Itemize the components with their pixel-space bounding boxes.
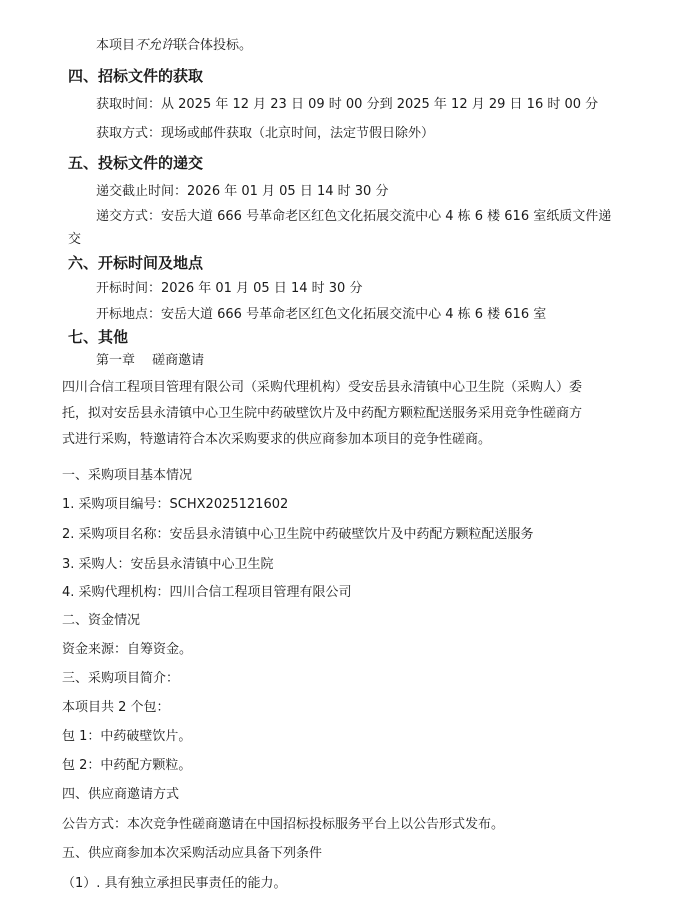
- section-4-heading: 四、招标文件的获取: [68, 67, 204, 85]
- package-2: 包 2：中药配方颗粒。: [62, 758, 192, 773]
- purchaser: 3. 采购人：安岳县永清镇中心卫生院: [62, 557, 274, 572]
- package-1: 包 1：中药破壁饮片。: [62, 729, 192, 744]
- submission-deadline: 递交截止时间：2026 年 01 月 05 日 14 时 30 分: [96, 184, 389, 199]
- project-name: 2. 采购项目名称：安岳县永清镇中心卫生院中药破壁饮片及中药配方颗粒配送服务: [62, 527, 534, 542]
- submission-method-line1: 递交方式：安岳大道 666 号革命老区红色文化拓展交流中心 4 栋 6 楼 616 室纸质文件递: [96, 209, 612, 224]
- section-7-heading: 七、其他: [68, 328, 129, 346]
- opening-time: 开标时间：2026 年 01 月 05 日 14 时 30 分: [96, 281, 363, 296]
- chapter-title: 第一章 磋商邀请: [96, 353, 205, 368]
- invitation-intro-line1: 四川合信工程项目管理有限公司（采购代理机构）受安岳县永清镇中心卫生院（采购人）委: [62, 380, 583, 395]
- consortium-text-emphasis: 不允许: [135, 38, 175, 53]
- project-number: 1. 采购项目编号：SCHX2025121602: [62, 497, 289, 512]
- invitation-method-heading: 四、供应商邀请方式: [62, 787, 180, 802]
- package-count: 本项目共 2 个包：: [62, 700, 170, 715]
- consortium-text-post: 联合体投标。: [174, 38, 253, 53]
- condition-1: （1）. 具有独立承担民事责任的能力。: [62, 876, 287, 891]
- consortium-text-pre: 本项目: [96, 38, 136, 53]
- fund-heading: 二、资金情况: [62, 613, 141, 628]
- section-6-heading: 六、开标时间及地点: [68, 254, 204, 272]
- section-5-heading: 五、投标文件的递交: [68, 154, 204, 172]
- conditions-heading: 五、供应商参加本次采购活动应具备下列条件: [62, 846, 323, 861]
- acquisition-method: 获取方式：现场或邮件获取（北京时间，法定节假日除外）: [96, 126, 435, 141]
- basic-info-heading: 一、采购项目基本情况: [62, 468, 193, 483]
- opening-place: 开标地点：安岳大道 666 号革命老区红色文化拓展交流中心 4 栋 6 楼 616 室: [96, 307, 547, 322]
- submission-method-line2: 交: [68, 232, 82, 247]
- fund-source: 资金来源：自筹资金。: [62, 642, 193, 657]
- consortium-statement: [96, 37, 252, 55]
- invitation-method: 公告方式：本次竞争性磋商邀请在中国招标投标服务平台上以公告形式发布。: [62, 817, 505, 832]
- acquisition-time: 获取时间：从 2025 年 12 月 23 日 09 时 00 分到 2025 年 12 月 29 日 16 时 00 分: [96, 97, 599, 112]
- invitation-intro-line3: 式进行采购，特邀请符合本次采购要求的供应商参加本项目的竞争性磋商。: [62, 432, 492, 447]
- project-brief-heading: 三、采购项目简介：: [62, 671, 180, 686]
- invitation-intro-line2: 托，拟对安岳县永清镇中心卫生院中药破壁饮片及中药配方颗粒配送服务采用竞争性磋商方: [62, 406, 583, 421]
- procurement-agency: 4. 采购代理机构：四川合信工程项目管理有限公司: [62, 585, 352, 600]
